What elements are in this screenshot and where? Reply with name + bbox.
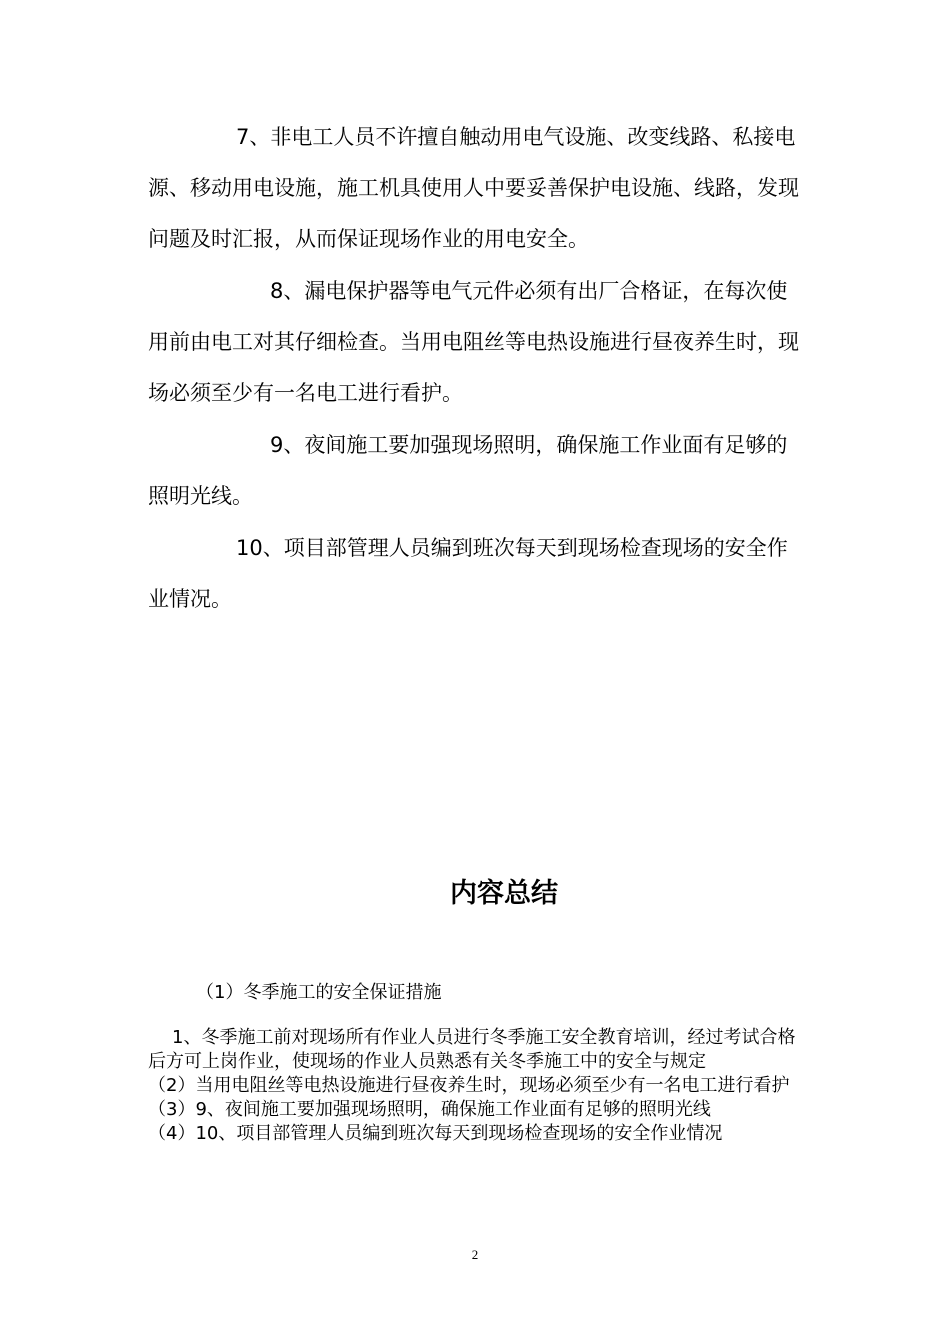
summary-title: 内容总结 bbox=[450, 878, 558, 909]
page-number: 2 bbox=[471, 1247, 479, 1262]
summary-subtitle: （1）冬季施工的安全保证措施 bbox=[196, 982, 442, 1003]
paragraph-item-9: 9、夜间施工要加强现场照明，确保施工作业面有足够的照明光线。 bbox=[148, 433, 788, 508]
paragraph-item-8: 8、漏电保护器等电气元件必须有出厂合格证，在每次使用前由电工对其仔细检查。当用电阻丝等电热设施进行昼夜养生时，现场必须至少有一名电工进行看护。 bbox=[148, 279, 799, 405]
summary-item-1: 1、冬季施工前对现场所有作业人员进行冬季施工安全教育培训，经过考试合格后方可上岗作业，使现场的作业人员熟悉有关冬季施工中的安全与规定 bbox=[148, 1027, 796, 1072]
summary-item-4: （4）10、项目部管理人员编到班次每天到现场检查现场的安全作业情况 bbox=[148, 1123, 723, 1144]
paragraph-item-7: 7、非电工人员不许擅自触动用电气设施、改变线路、私接电源、移动用电设施，施工机具使用人中要妥善保护电设施、线路，发现问题及时汇报，从而保证现场作业的用电安全。 bbox=[148, 125, 799, 251]
summary-body bbox=[148, 1026, 808, 1146]
summary-item-2: （2）当用电阻丝等电热设施进行昼夜养生时，现场必须至少有一名电工进行看护 bbox=[148, 1075, 790, 1096]
paragraph-item-10: 10、项目部管理人员编到班次每天到现场检查现场的安全作业情况。 bbox=[148, 536, 788, 611]
summary-item-3: （3）9、夜间施工要加强现场照明，确保施工作业面有足够的照明光线 bbox=[148, 1099, 711, 1120]
